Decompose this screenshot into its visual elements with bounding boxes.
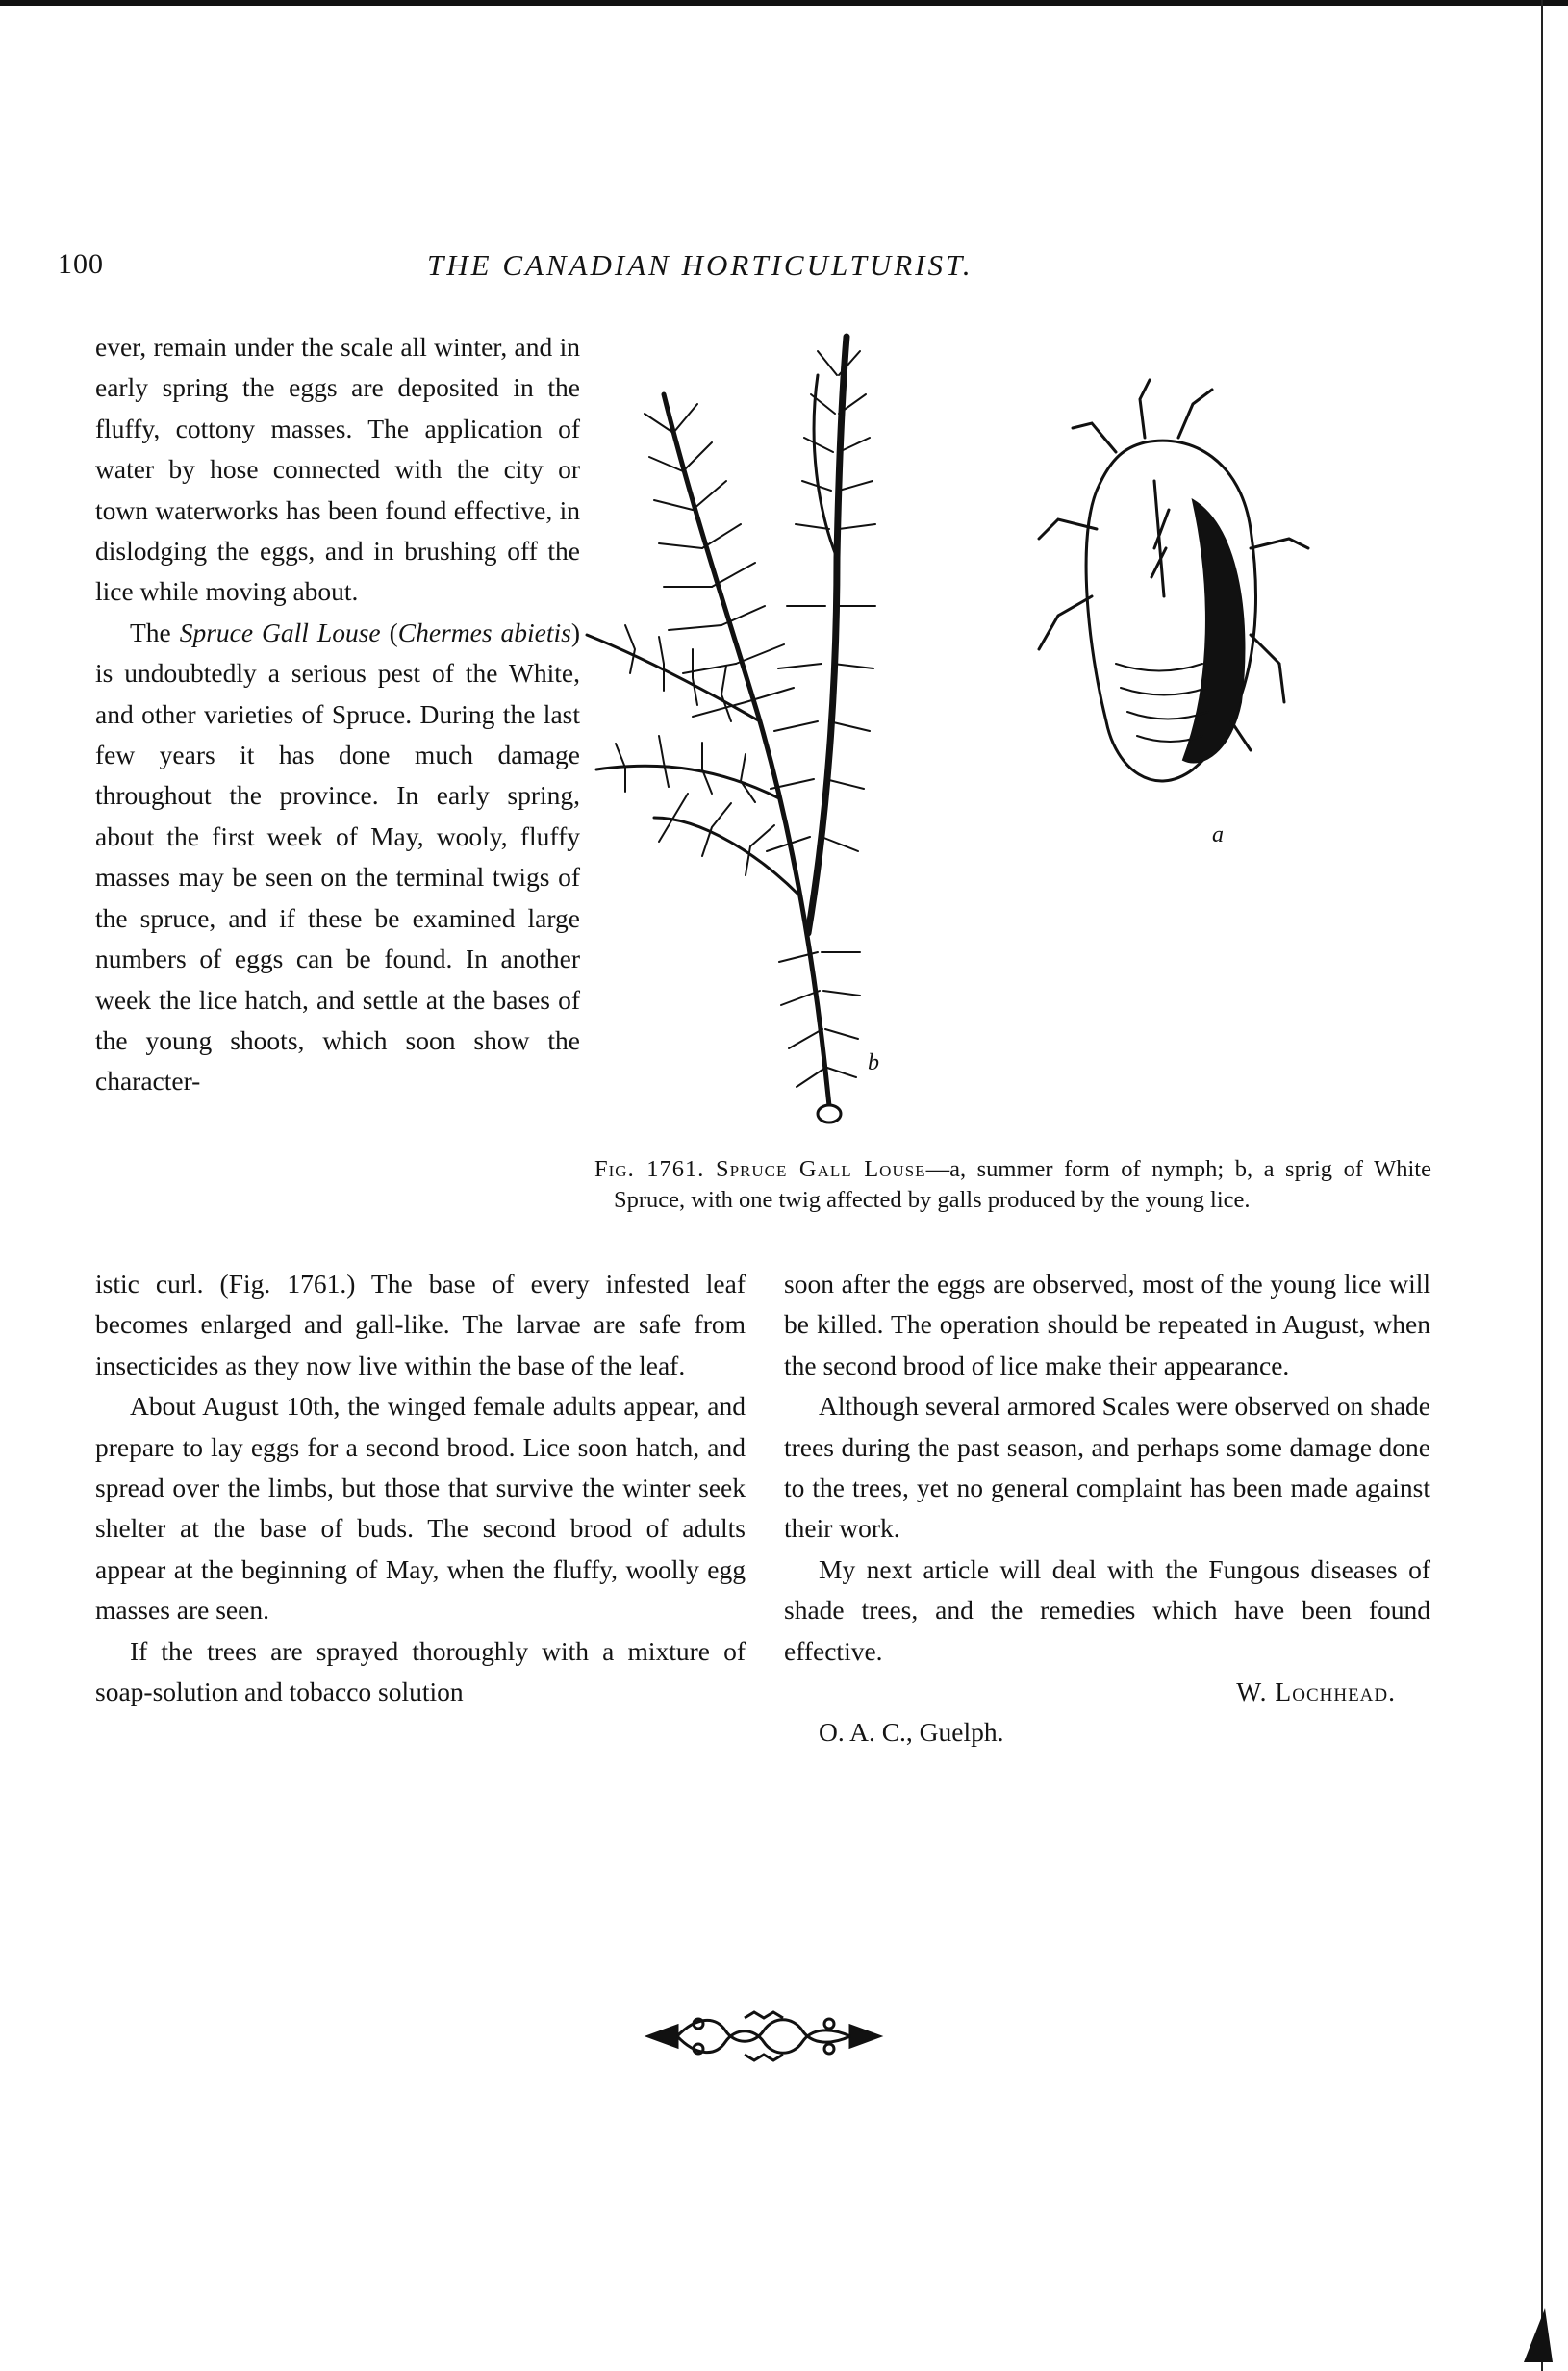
right-column — [784, 1264, 1430, 1753]
ornament-flourish-icon — [639, 2006, 889, 2066]
term-spruce-gall-louse: Spruce Gall Louse — [179, 617, 381, 647]
caption-label: Fig. 1761. — [594, 1156, 705, 1182]
left-column-top — [95, 327, 580, 1102]
author-affiliation: O. A. C., Guelph. — [819, 1717, 1004, 1748]
figure-caption — [594, 1154, 1431, 1216]
paragraph-spruce-gall-louse — [95, 613, 580, 1102]
running-head — [58, 248, 1097, 287]
journal-title: THE CANADIAN HORTICULTURIST. — [427, 248, 974, 282]
paragraph-next-article: My next article will deal with the Fungous diseases of shade trees, and the remedies which have been found effective. — [784, 1553, 1430, 1666]
paren-close: ) — [570, 617, 580, 647]
figure-label-b: b — [868, 1050, 879, 1075]
term-chermes-abietis: Chermes abietis — [397, 617, 571, 647]
word-the: The — [130, 617, 171, 647]
figure-label-a: a — [1212, 822, 1224, 847]
paragraph-armored-scales: Although several armored Scales were observed on shade trees during the past season, and perhaps some damage done to the trees, yet no general complaint has been made against their work. — [784, 1391, 1430, 1544]
paragraph-scale-lice-continued: ever, remain under the scale all winter, and in early spring the eggs are deposited in the fluffy, cottony masses. The application of water by hose connected with the city or town waterworks has been found effective, in dislodging the eggs, and in brushing off the lice while moving about. — [95, 332, 580, 607]
page-number: 100 — [58, 248, 104, 280]
page-right-edge — [1541, 0, 1543, 2371]
caption-title: Spruce Gall Louse — [715, 1156, 926, 1182]
gall-louse-nymph-drawing — [1039, 380, 1308, 781]
figure-1761 — [577, 317, 1472, 1173]
spruce-gall-illustration — [577, 317, 1472, 1173]
section-end-ornament — [639, 2006, 889, 2066]
page-top-edge — [0, 0, 1568, 6]
left-column-bottom — [95, 1264, 746, 1712]
spruce-sprig-drawing — [587, 337, 875, 1122]
author-signature: W. Lochhead. — [1236, 1677, 1396, 1707]
paragraph-august-adults: About August 10th, the winged female adults appear, and prepare to lay eggs for a second brood. Lice soon hatch, and spread over the limbs, but those that survive the winter seek shelter at the base of buds. The second brood of adults appear at the beginning of May, when the fluffy, woolly egg masses are seen. — [95, 1391, 746, 1626]
corner-page-turn-mark — [1524, 2308, 1553, 2362]
caption-text: —a, summer form of nymph; b, a sprig of White Spruce, with one twig affected by galls produced by the young lice. — [614, 1156, 1431, 1213]
paragraph-istic-curl: istic curl. (Fig. 1761.) The base of every infested leaf becomes enlarged and gall-like. The larvae are safe from insecticides as they now live within the base of the leaf. — [95, 1269, 746, 1380]
paragraph-spruce-text: is undoubtedly a serious pest of the White, and other varieties of Spruce. During the last few years it has done much damage throughout the province. In early spring, about the first week of May, wooly, fluffy masses may be seen on the terminal twigs of the spruce, and if these be examined large numbers of eggs can be found. In another week the lice hatch, and settle at the bases of the young shoots, which soon show the character- — [95, 658, 580, 1097]
paragraph-spraying-continued: soon after the eggs are observed, most of the young lice will be killed. The operation should be repeated in August, when the second brood of lice make their appearance. — [784, 1269, 1430, 1380]
paragraph-spraying: If the trees are sprayed thoroughly with a mixture of soap-solution and tobacco solution — [95, 1635, 746, 1707]
paren-open: ( — [389, 617, 398, 647]
